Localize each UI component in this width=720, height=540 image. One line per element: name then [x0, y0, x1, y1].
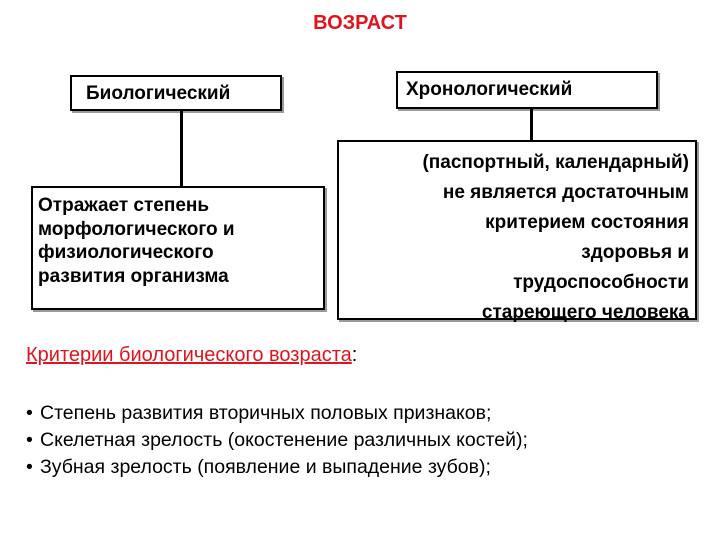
chronological-description-line: критерием состояния — [485, 212, 689, 233]
page-title: ВОЗРАСТ — [313, 12, 407, 34]
biological-box — [70, 75, 282, 111]
chronological-label: Хронологический — [406, 79, 573, 100]
list-item-text: Скелетная зрелость (окостенение различных костей); — [40, 429, 528, 451]
biological-connector — [180, 111, 183, 186]
list-item-text: Степень развития вторичных половых признаков; — [40, 402, 492, 424]
list-item — [26, 427, 528, 454]
list-item-text: Зубная зрелость (появление и выпадение зубов); — [40, 456, 491, 478]
bullet-icon: • — [26, 456, 33, 478]
chronological-description-line: здоровья и — [581, 242, 689, 263]
chronological-description-line: не является достаточным — [442, 182, 689, 203]
biological-description-line: морфологического и — [38, 218, 235, 240]
chronological-description-line: стареющего человека — [481, 302, 689, 323]
bullet-icon: • — [26, 429, 33, 451]
chronological-connector — [530, 109, 533, 140]
criteria-heading-colon: : — [351, 344, 358, 366]
criteria-heading — [26, 344, 357, 367]
bullet-icon: • — [26, 402, 33, 424]
biological-label: Биологический — [86, 83, 231, 104]
biological-description-line: физиологического — [38, 242, 214, 263]
biological-description-line: Отражает степень — [38, 195, 210, 216]
chronological-description-box — [337, 140, 697, 323]
list-item — [26, 400, 528, 427]
chronological-box — [396, 71, 658, 109]
chronological-description-line: трудоспособности — [513, 272, 689, 293]
biological-description-box — [31, 186, 325, 310]
list-item — [26, 454, 528, 481]
biological-description-line: развития организма — [38, 265, 229, 287]
criteria-heading-label: Критерии биологического возраста — [26, 344, 352, 366]
criteria-list — [26, 400, 528, 481]
chronological-description-line: (паспортный, календарный) — [422, 152, 689, 173]
